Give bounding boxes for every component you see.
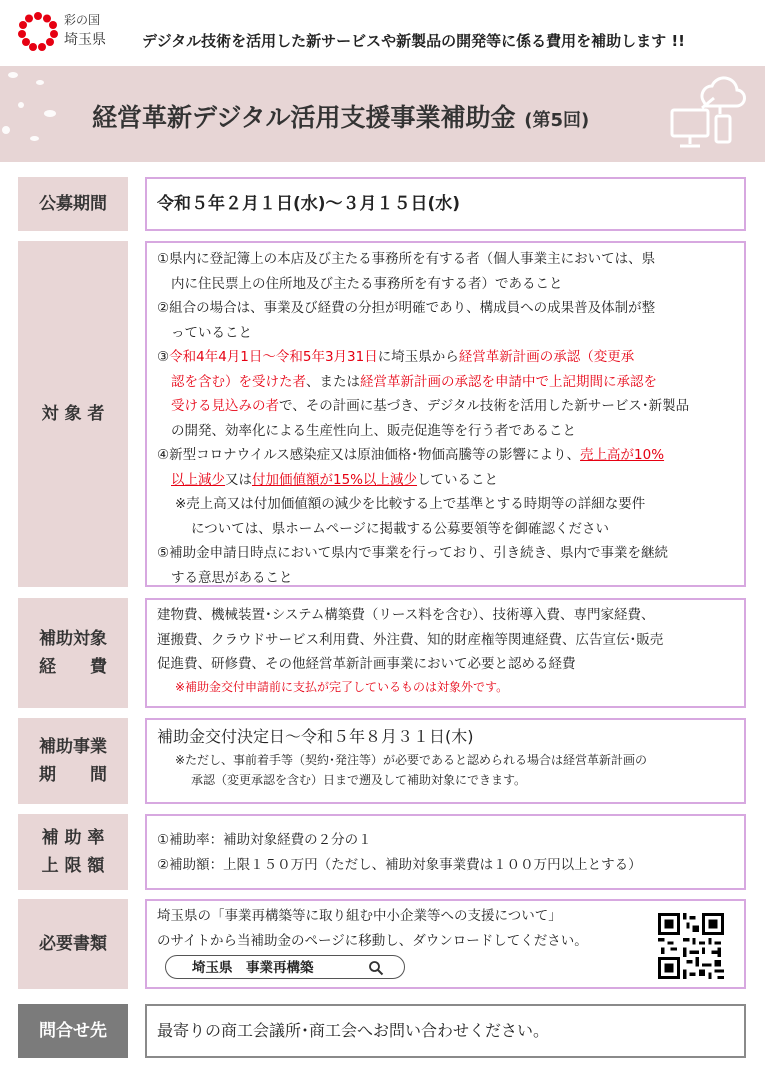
rate-label-line2: 上 限 額 [41,856,105,876]
saitama-logo-icon [16,10,60,54]
section-eligible-expenses [18,598,746,708]
title-banner [0,66,765,162]
period-label: 公募期間 [18,177,128,231]
section-contact [18,1004,746,1058]
target-item5-line1: ⑤補助金申請日時点において県内で事業を行っており、引き続き、県内で事業を継続 [157,545,669,561]
section-eligible-applicants [18,241,746,587]
rate-line1: ①補助率：補助対象経費の２分の１ [157,832,372,848]
expenses-line2: 運搬費、クラウドサービス利用費、外注費、知的財産権等関連経費、広告宣伝･販売 [157,631,664,648]
target-item3-line2 [157,370,734,395]
project-period-label-line2: 期 間 [39,765,107,785]
decor-petal [2,126,10,134]
cloud-monitor-icon [664,74,748,154]
tagline: デジタル技術を活用した新サービスや新製品の開発等に係る費用を補助します !! [142,32,686,50]
qr-code-icon[interactable] [658,913,724,979]
prefecture-name [64,10,106,50]
item4-red-sales: 売上高が10% [580,447,665,463]
rate-line2: ②補助額：上限１５０万円（ただし、補助対象事業費は１００万円以上とする） [157,856,642,873]
project-period-content [145,718,746,804]
contact-content [145,1004,746,1058]
contact-label: 問合せ先 [18,1004,128,1058]
documents-label: 必要書類 [18,899,128,989]
item4-red-decrease: 以上減少 [171,471,225,488]
target-item5-line2: する意思があること [171,569,293,586]
page-title [92,98,589,134]
search-keyword-box[interactable] [165,955,405,979]
item3-red-approval: 経営革新計画の承認（変更承 [458,349,635,365]
target-item4-line2 [157,468,734,493]
documents-line2: のサイトから当補助金のページに移動し、ダウンロードしてください。 [157,932,588,949]
item3-red-approved: 認を含む）を受けた者 [171,373,306,390]
item4-text1: ④新型コロナウイルス感染症又は原油価格･物価高騰等の影響により、 [157,447,581,463]
expenses-note: ※補助金交付申請前に支払が完了しているものは対象外です。 [175,679,509,694]
rate-content [145,814,746,890]
item3-text3: で、その計画に基づき、デジタル技術を活用した新サービス･新製品 [279,398,690,414]
title-text: 経営革新デジタル活用支援事業補助金 [92,103,516,132]
period-content [145,177,746,231]
target-item2-line2: っていること [171,324,252,341]
item4-text2: 又は [225,471,252,488]
item4-red-value-added: 付加価値額が15%以上減少 [252,471,418,488]
section-required-documents [18,899,746,989]
header [0,0,765,66]
contact-value: 最寄りの商工会議所･商工会へお問い合わせください。 [157,1020,550,1040]
item3-red-dates: 令和4年4月1日～令和5年3月31日 [169,349,378,365]
expenses-line3: 促進費、研修費、その他経営革新計画事業において必要と認める経費 [157,656,576,672]
target-item1-line2: 内に住民票上の住所地及び主たる事務所を有する者）であること [171,275,563,292]
logo-line2: 埼玉県 [64,32,106,48]
item3-text2: 、または [306,373,360,390]
expenses-label-line2: 経 費 [39,657,107,677]
section-project-period [18,718,746,804]
search-keyword-text: 埼玉県 事業再構築 [192,960,314,976]
target-note-line2: については、県ホームページに掲載する公募要領等を御確認ください [191,520,609,537]
section-application-period [18,177,746,231]
documents-line1: 埼玉県の「事業再構築等に取り組む中小企業等への支援について」 [157,908,562,924]
item3-red-pending: 経営革新計画の承認を申請中で上記期間に承認を [360,373,657,390]
item3-red-expected: 受ける見込みの者 [171,398,279,414]
target-item1-line1: ①県内に登記簿上の本店及び主たる事務所を有する者（個人事業主においては、県 [157,251,656,267]
item3-prefix: ③ [157,349,170,365]
target-note-line1: ※売上高又は付加価値額の減少を比較する上で基準とする時期等の詳細な要件 [175,496,646,512]
decor-petal [36,80,44,85]
rate-label-line1: 補 助 率 [41,828,105,848]
target-item4-line1 [157,443,734,468]
target-item3-line1 [157,345,734,370]
rate-label [18,814,128,890]
section-subsidy-rate [18,814,746,890]
expenses-line1: 建物費、機械装置･システム構築費（リース料を含む）、技術導入費、専門家経費、 [157,607,655,623]
search-icon [368,960,384,976]
decor-petal [44,110,56,117]
expenses-content [145,598,746,708]
target-item3-line4: の開発、効率化による生産性向上、販売促進等を行う者であること [171,422,576,439]
item4-text3: していること [417,471,499,488]
period-value: 令和５年２月１日(水)～３月１５日(水) [157,193,461,214]
logo-line1: 彩の国 [64,13,101,27]
item3-text1: に埼玉県から [377,349,459,365]
target-item3-line3 [157,394,734,419]
documents-content [145,899,746,989]
project-period-label [18,718,128,804]
project-period-note2: 承認（変更承認を含む）日まで遡及して補助対象にできます。 [191,773,527,787]
expenses-label [18,598,128,708]
decor-petal [8,72,18,78]
target-item2-line1: ②組合の場合は、事業及び経費の分担が明確であり、構成員への成果普及体制が整 [157,300,656,316]
project-period-label-line1: 補助事業 [39,737,107,757]
project-period-note1: ※ただし、事前着手等（契約･発注等）が必要であると認められる場合は経営革新計画の [175,753,648,767]
decor-petal [18,102,24,108]
project-period-value: 補助金交付決定日～令和５年８月３１日(木) [157,727,474,746]
title-round: (第5回) [524,110,590,131]
target-content [145,241,746,587]
target-label: 対 象 者 [18,241,128,587]
decor-petal [30,136,39,141]
expenses-label-line1: 補助対象 [39,629,107,649]
